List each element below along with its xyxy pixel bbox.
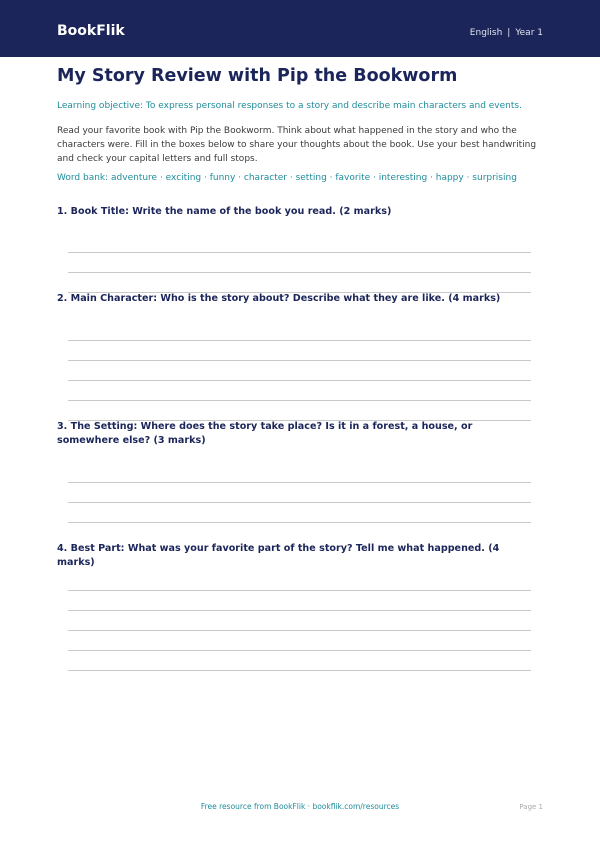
answer-line[interactable] (68, 360, 531, 361)
answer-line[interactable] (68, 630, 531, 631)
answer-line[interactable] (68, 272, 531, 273)
instructions: Read your favorite book with Pip the Bookworm. Think about what happened in the story and who the characters were. Fill in the boxes below to share your thoughts about the book. Use your best handwriting and check your capital letters and full stops. (57, 126, 537, 164)
page-title: My Story Review with Pip the Bookworm (57, 66, 458, 86)
year-label: Year 1 (515, 28, 543, 38)
answer-line[interactable] (68, 522, 531, 523)
page-number: Page 1 (519, 803, 543, 811)
subject-year (470, 28, 543, 38)
question-1: 1. Book Title: Write the name of the book you read. (2 marks) (57, 206, 392, 217)
subject-label: English (469, 28, 503, 38)
header-bar (0, 0, 600, 57)
question-4: 4. Best Part: What was your favorite part of the story? Tell me what happened. (4 marks) (57, 543, 500, 568)
answer-line[interactable] (68, 340, 531, 341)
answer-line[interactable] (68, 670, 531, 671)
question-3: 3. The Setting: Where does the story take place? Is it in a forest, a house, or somewhere else? (3 marks) (57, 421, 473, 446)
answer-line[interactable] (68, 502, 531, 503)
answer-line[interactable] (68, 610, 531, 611)
learning-objective: Learning objective: To express personal responses to a story and describe main characters and events. (57, 101, 522, 111)
question-2: 2. Main Character: Who is the story about? Describe what they are like. (4 marks) (57, 293, 501, 304)
word-bank: Word bank: adventure · exciting · funny · character · setting · favorite · interesting · happy · surprising (57, 173, 517, 183)
answer-line[interactable] (68, 482, 531, 483)
answer-line[interactable] (68, 650, 531, 651)
answer-line[interactable] (68, 252, 531, 253)
answer-line[interactable] (68, 380, 531, 381)
footer-credit[interactable]: Free resource from BookFlik · bookflik.com/resources (200, 802, 400, 811)
brand-logo-text: BookFlik (57, 23, 125, 39)
header-separator: | (507, 28, 511, 38)
answer-line[interactable] (68, 400, 531, 401)
answer-line[interactable] (68, 590, 531, 591)
